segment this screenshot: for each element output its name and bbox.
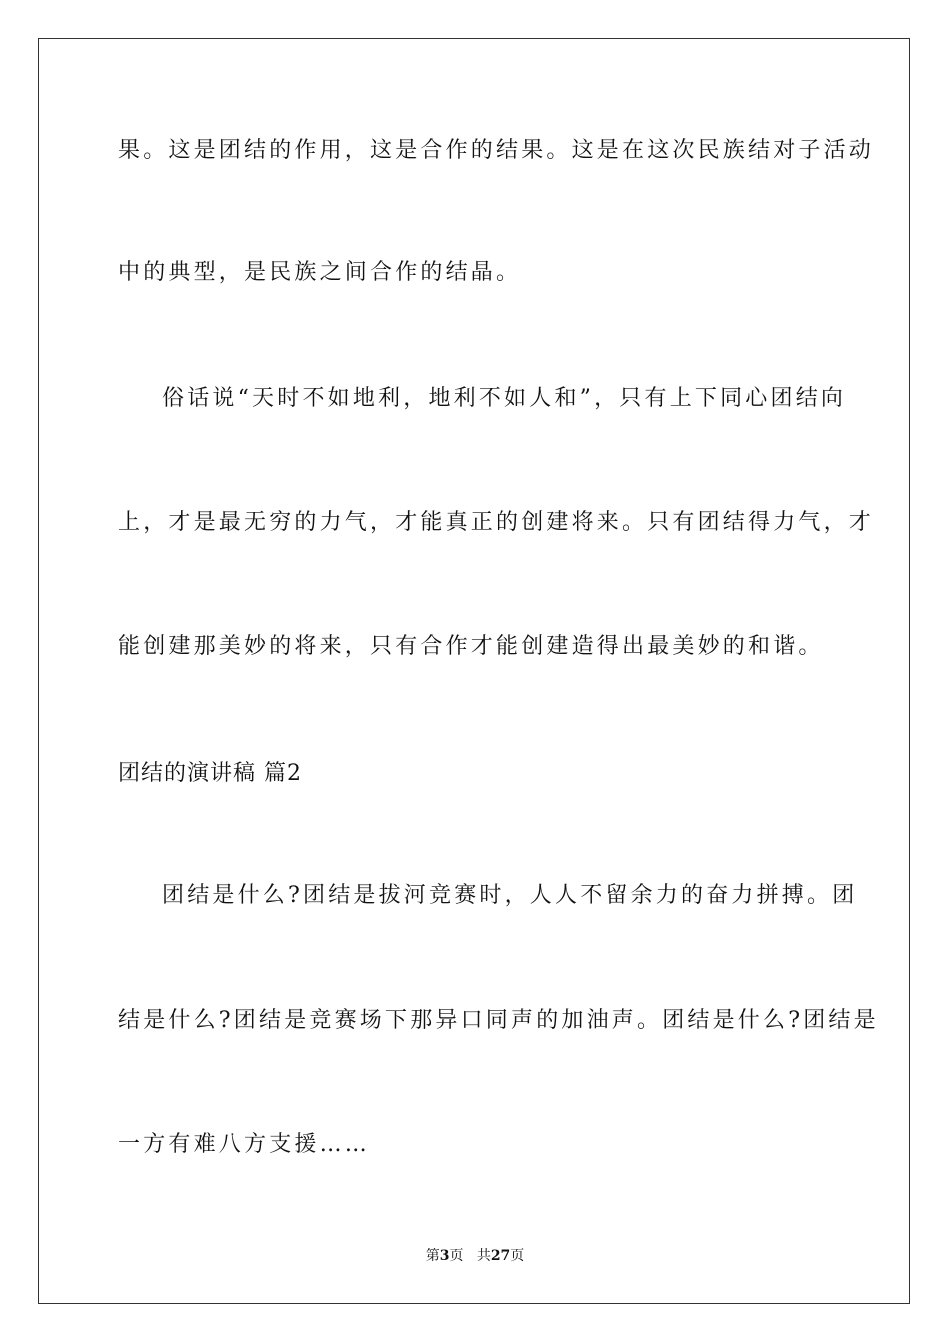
footer-total-suffix: 页 [510, 1248, 525, 1264]
paragraph-line-8: 一方有难八方支援…… [118, 1132, 371, 1157]
footer-total-prefix: 共 [476, 1248, 491, 1264]
footer-total-pages: 27 [490, 1248, 511, 1264]
footer-current-page: 3 [439, 1248, 450, 1264]
paragraph-line-7: 结是什么?团结是竞赛场下那异口同声的加油声。团结是什么?团结是 [118, 1008, 879, 1033]
paragraph-line-2: 中的典型，是民族之间合作的结晶。 [118, 260, 522, 285]
paragraph-line-5: 能创建那美妙的将来，只有合作才能创建造得出最美妙的和谐。 [118, 634, 824, 659]
page-frame [38, 38, 910, 1304]
page-footer [0, 1247, 950, 1265]
section-heading: 团结的演讲稿 篇2 [118, 761, 302, 786]
footer-page-suffix: 页 [449, 1248, 464, 1264]
paragraph-line-3: 俗话说“天时不如地利，地利不如人和”，只有上下同心团结向 [162, 386, 847, 411]
paragraph-line-4: 上，才是最无穷的力气，才能真正的创建将来。只有团结得力气，才 [118, 510, 875, 535]
paragraph-line-6: 团结是什么?团结是拔河竞赛时，人人不留余力的奋力拼搏。团 [162, 883, 858, 908]
paragraph-line-1: 果。这是团结的作用，这是合作的结果。这是在这次民族结对子活动 [118, 138, 875, 163]
footer-page-prefix: 第 [425, 1248, 440, 1264]
